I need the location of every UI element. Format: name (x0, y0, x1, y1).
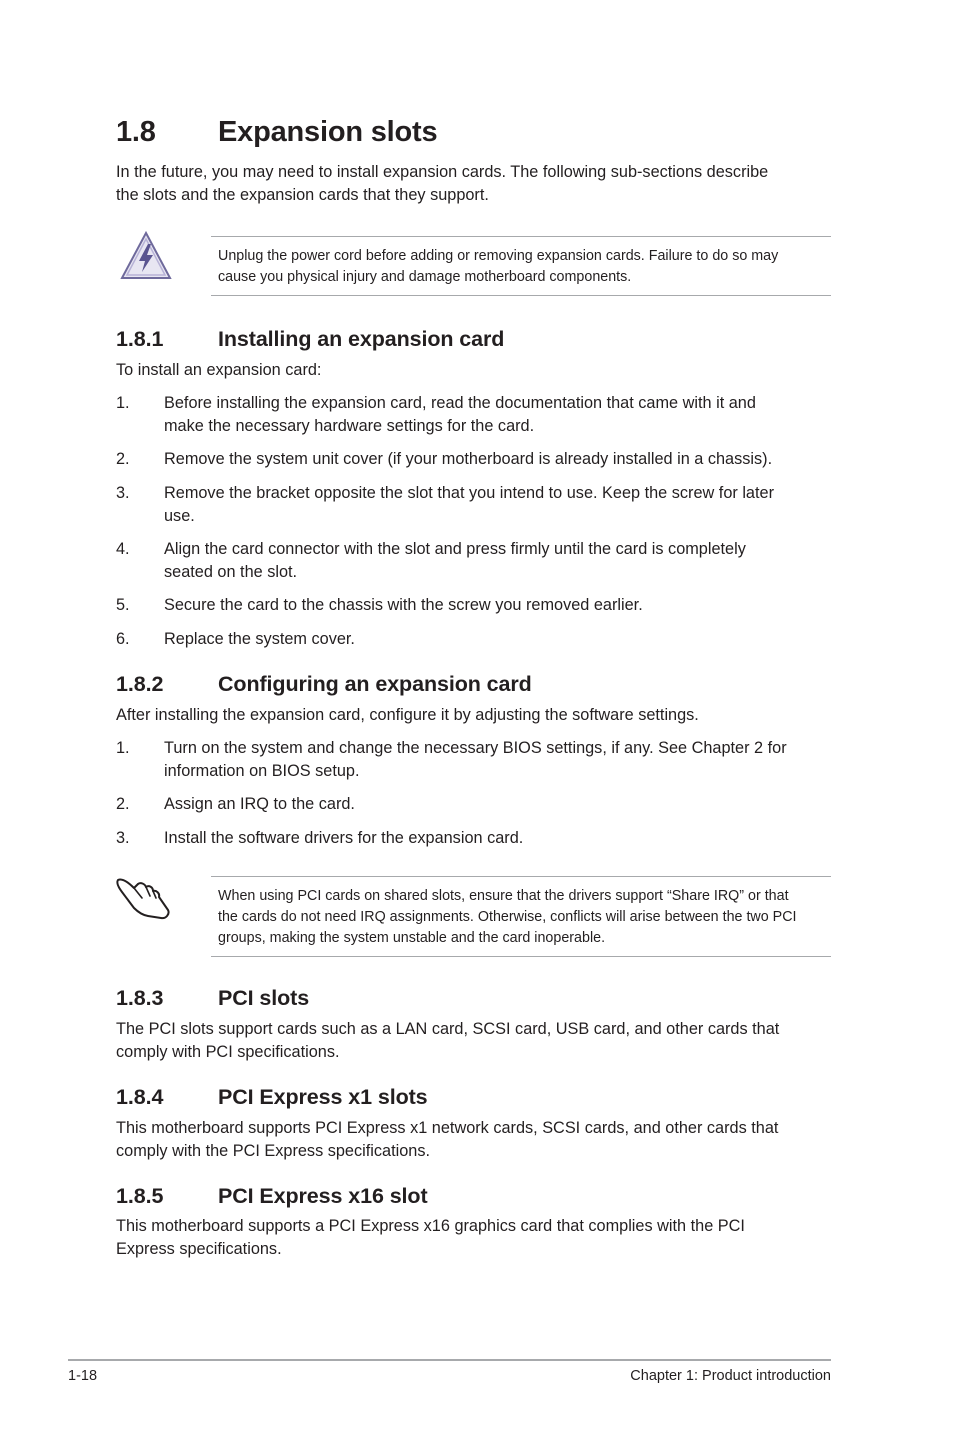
subsection-number: 1.8.3 (116, 986, 164, 1010)
list-text (164, 628, 834, 651)
intro-line: the slots and the expansion cards that they support. (116, 186, 489, 205)
list-text (164, 392, 834, 439)
list-line: Remove the system unit cover (if your motherboard is already installed in a chassis). (164, 450, 773, 468)
warning-bottom-rule (211, 295, 831, 296)
list-line: Align the card connector with the slot and press firmly until the card is completely (164, 540, 746, 558)
list-number: 6. (116, 630, 130, 648)
list-line: make the necessary hardware settings for the card. (164, 417, 535, 436)
warning-line: Unplug the power cord before adding or removing expansion cards. Failure to do so may (218, 248, 779, 264)
list-line: Turn on the system and change the necessary BIOS settings, if any. See Chapter 2 for (164, 739, 787, 757)
body-line: comply with the PCI Express specifications. (116, 1142, 430, 1161)
list-item (0, 628, 954, 652)
list-line: Install the software drivers for the expansion card. (164, 829, 524, 847)
list-item (0, 793, 954, 817)
subsection-intro: To install an expansion card: (116, 361, 322, 379)
warning-text (218, 246, 833, 288)
list-item (0, 827, 954, 851)
note-line: groups, making the system unstable and the card inoperable. (218, 930, 606, 946)
subsection-title: PCI Express x16 slot (218, 1184, 428, 1208)
list-line: Secure the card to the chassis with the screw you removed earlier. (164, 596, 643, 614)
list-number: 3. (116, 484, 130, 502)
list-item (0, 737, 954, 785)
list-text (164, 594, 834, 617)
subsection-body (116, 1117, 836, 1164)
list-text (164, 448, 834, 471)
body-line: This motherboard supports PCI Express x1 network cards, SCSI cards, and other cards that (116, 1119, 779, 1137)
subsection-intro: After installing the expansion card, configure it by adjusting the software settings. (116, 706, 699, 724)
note-line: When using PCI cards on shared slots, ensure that the drivers support “Share IRQ” or that (218, 888, 789, 904)
list-item (0, 482, 954, 530)
body-line: This motherboard supports a PCI Express x16 graphics card that complies with the PCI (116, 1217, 745, 1235)
subsection-title: Configuring an expansion card (218, 672, 532, 696)
subsection-number: 1.8.2 (116, 672, 164, 696)
subsection-body (116, 1215, 836, 1262)
list-item (0, 538, 954, 586)
list-number: 1. (116, 394, 130, 412)
subsection-title: PCI slots (218, 986, 310, 1010)
pointing-hand-icon (114, 872, 174, 924)
note-top-rule (211, 876, 831, 877)
warning-top-rule (211, 236, 831, 237)
list-line: information on BIOS setup. (164, 762, 360, 781)
subsection-body (116, 1018, 836, 1065)
note-text (218, 886, 833, 949)
section-number: 1.8 (116, 116, 156, 148)
section-intro (116, 161, 836, 208)
list-text (164, 538, 834, 585)
list-line: Assign an IRQ to the card. (164, 795, 355, 813)
list-number: 2. (116, 795, 130, 813)
footer-rule (68, 1359, 831, 1361)
list-text (164, 482, 834, 529)
list-number: 1. (116, 739, 130, 757)
list-text (164, 737, 834, 784)
subsection-number: 1.8.5 (116, 1184, 164, 1208)
list-number: 3. (116, 829, 130, 847)
chapter-title: Chapter 1: Product introduction (630, 1368, 831, 1384)
subsection-title: PCI Express x1 slots (218, 1085, 428, 1109)
subsection-number: 1.8.1 (116, 327, 164, 351)
body-line: The PCI slots support cards such as a LAN card, SCSI card, USB card, and other cards that (116, 1020, 780, 1038)
warning-line: cause you physical injury and damage motherboard components. (218, 269, 632, 285)
note-bottom-rule (211, 956, 831, 957)
intro-line: In the future, you may need to install expansion cards. The following sub-sections describe (116, 163, 769, 181)
list-number: 2. (116, 450, 130, 468)
list-number: 5. (116, 596, 130, 614)
list-line: use. (164, 507, 195, 526)
subsection-title: Installing an expansion card (218, 327, 505, 351)
warning-triangle-icon (118, 228, 174, 284)
page-number: 1-18 (68, 1368, 98, 1384)
section-title: Expansion slots (218, 116, 438, 148)
list-text (164, 827, 834, 850)
list-line: seated on the slot. (164, 563, 298, 582)
list-item (0, 392, 954, 440)
list-line: Remove the bracket opposite the slot that you intend to use. Keep the screw for later (164, 484, 774, 502)
list-line: Before installing the expansion card, read the documentation that came with it and (164, 394, 756, 412)
body-line: Express specifications. (116, 1240, 282, 1259)
list-number: 4. (116, 540, 130, 558)
subsection-number: 1.8.4 (116, 1085, 164, 1109)
list-item (0, 594, 954, 618)
list-text (164, 793, 834, 816)
body-line: comply with PCI specifications. (116, 1043, 340, 1062)
note-line: the cards do not need IRQ assignments. Otherwise, conflicts will arise between the two PCI (218, 909, 797, 925)
list-line: Replace the system cover. (164, 630, 355, 648)
list-item (0, 448, 954, 472)
